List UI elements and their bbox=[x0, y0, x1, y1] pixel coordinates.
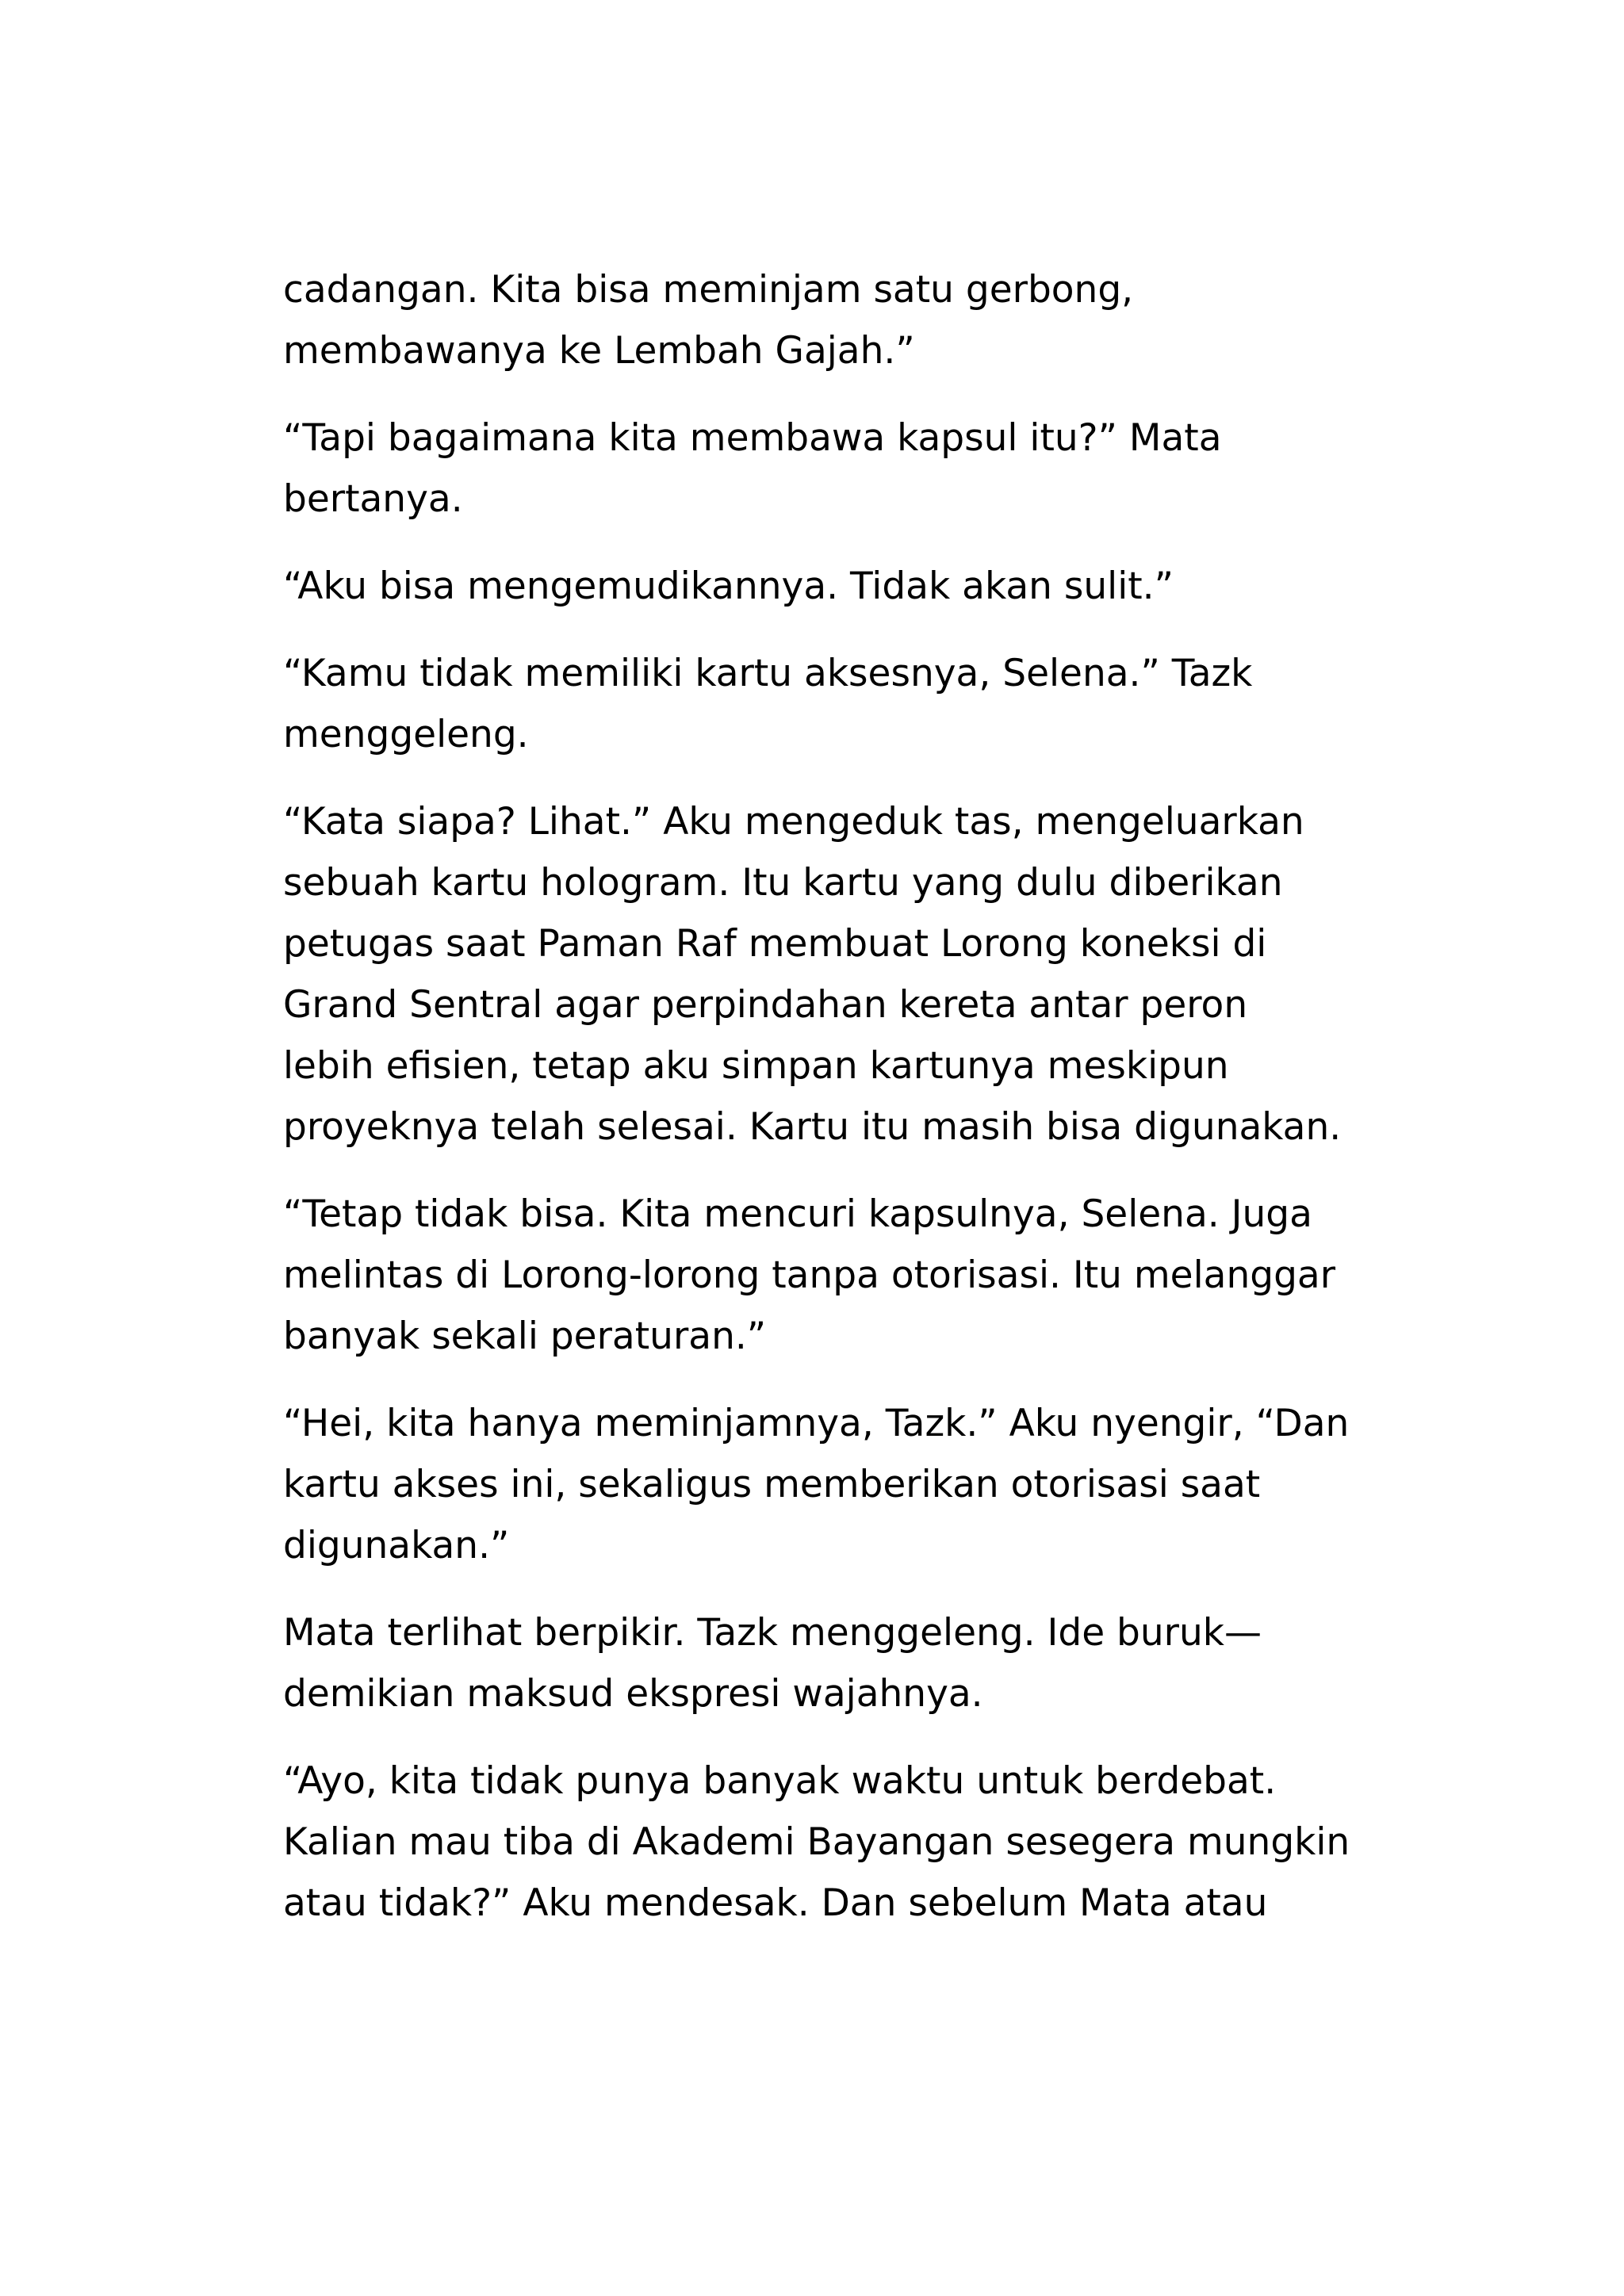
paragraph-5 bbox=[283, 791, 1362, 1158]
text-line: demikian maksud ekspresi wajahnya. bbox=[283, 1672, 983, 1716]
text-line: “Hei, kita hanya meminjamnya, Tazk.” Aku nyengir, “Dan bbox=[283, 1402, 1350, 1445]
text-line: lebih efisien, tetap aku simpan kartunya meskipun bbox=[283, 1044, 1229, 1088]
text-line: melintas di Lorong-lorong tanpa otorisasi. Itu melanggar bbox=[283, 1253, 1336, 1297]
text-line: cadangan. Kita bisa meminjam satu gerbong, bbox=[283, 268, 1134, 312]
text-line: Kalian mau tiba di Akademi Bayangan sesegera mungkin bbox=[283, 1820, 1350, 1864]
text-line: membawanya ke Lembah Gajah.” bbox=[283, 329, 915, 373]
paragraph-4 bbox=[283, 643, 1362, 765]
body-text bbox=[283, 259, 1362, 1960]
text-line: digunakan.” bbox=[283, 1524, 510, 1567]
paragraph-8 bbox=[283, 1602, 1362, 1724]
text-line: Grand Sentral agar perpindahan kereta antar peron bbox=[283, 983, 1248, 1027]
text-line: bertanya. bbox=[283, 477, 463, 521]
text-line: atau tidak?” Aku mendesak. Dan sebelum Mata atau bbox=[283, 1881, 1268, 1925]
paragraph-9 bbox=[283, 1751, 1362, 1934]
text-line: “Tetap tidak bisa. Kita mencuri kapsulnya, Selena. Juga bbox=[283, 1192, 1312, 1236]
text-line: sebuah kartu hologram. Itu kartu yang dulu diberikan bbox=[283, 861, 1283, 905]
text-line: “Ayo, kita tidak punya banyak waktu untuk berdebat. bbox=[283, 1759, 1277, 1803]
text-line: “Kamu tidak memiliki kartu aksesnya, Selena.” Tazk bbox=[283, 652, 1253, 695]
text-line: menggeleng. bbox=[283, 713, 529, 756]
paragraph-1 bbox=[283, 259, 1362, 381]
paragraph-3 bbox=[283, 556, 1362, 617]
text-line: proyeknya telah selesai. Kartu itu masih bisa digunakan. bbox=[283, 1105, 1342, 1149]
paragraph-7 bbox=[283, 1393, 1362, 1576]
text-line: “Kata siapa? Lihat.” Aku mengeduk tas, mengeluarkan bbox=[283, 800, 1304, 844]
text-line: kartu akses ini, sekaligus memberikan otorisasi saat bbox=[283, 1463, 1261, 1506]
paragraph-6 bbox=[283, 1184, 1362, 1367]
text-line: banyak sekali peraturan.” bbox=[283, 1314, 767, 1358]
text-line: “Tapi bagaimana kita membawa kapsul itu?” Mata bbox=[283, 416, 1222, 460]
text-line: “Aku bisa mengemudikannya. Tidak akan sulit.” bbox=[283, 564, 1174, 608]
text-line: Mata terlihat berpikir. Tazk menggeleng. Ide buruk— bbox=[283, 1611, 1262, 1655]
paragraph-2 bbox=[283, 408, 1362, 530]
text-line: petugas saat Paman Raf membuat Lorong koneksi di bbox=[283, 922, 1267, 966]
